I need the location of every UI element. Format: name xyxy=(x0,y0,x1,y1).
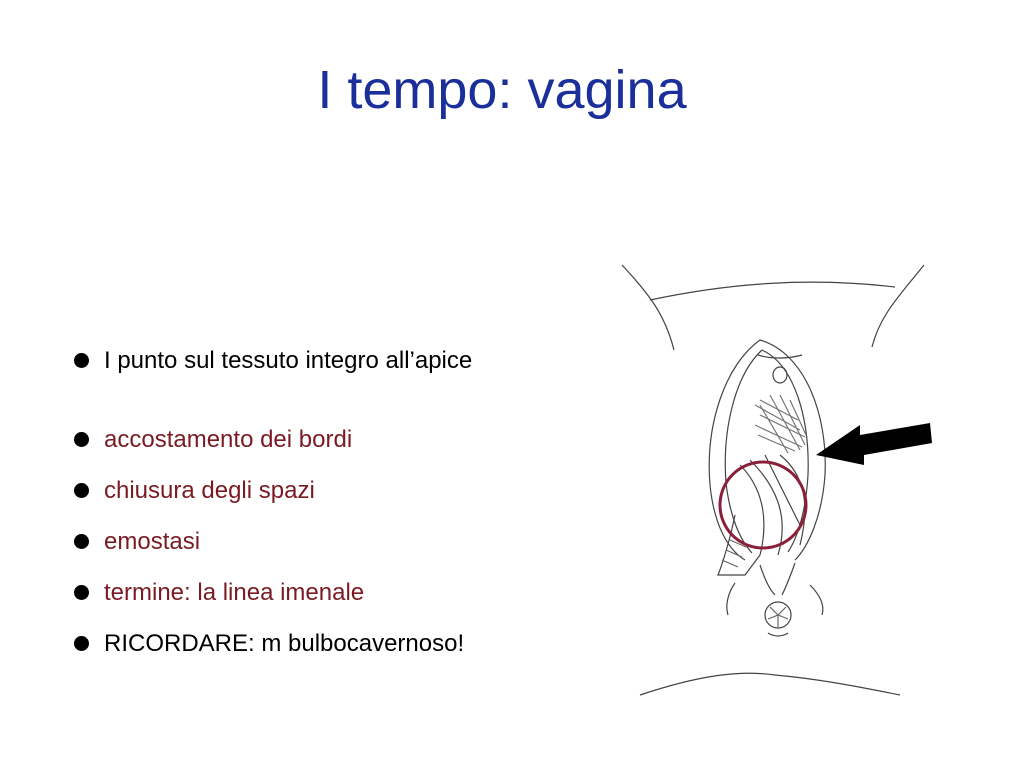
bullet-item xyxy=(70,478,590,504)
bullet-list xyxy=(70,348,590,657)
bullet-dot-icon xyxy=(74,432,89,447)
bullet-dot-icon xyxy=(74,585,89,600)
bullet-item xyxy=(70,427,590,453)
bullet-text: emostasi xyxy=(104,528,201,555)
bullet-text: termine: la linea imenale xyxy=(104,579,365,606)
bullet-item xyxy=(70,580,590,606)
bullet-text: accostamento dei bordi xyxy=(104,426,353,453)
slide-title: I tempo: vagina xyxy=(317,60,687,120)
bullet-item xyxy=(70,348,590,406)
bullet-text: I punto sul tessuto integro all’apice xyxy=(104,347,473,374)
bullet-text: RICORDARE: m bulbocavernoso! xyxy=(104,630,465,657)
bullet-text: chiusura degli spazi xyxy=(104,477,315,504)
arrow-icon xyxy=(816,423,932,465)
bullet-item xyxy=(70,529,590,555)
surgical-illustration xyxy=(610,255,940,715)
bullet-item xyxy=(70,631,590,657)
bullet-dot-icon xyxy=(74,534,89,549)
bullet-dot-icon xyxy=(74,353,89,368)
bullet-dot-icon xyxy=(74,636,89,651)
bullet-dot-icon xyxy=(74,483,89,498)
